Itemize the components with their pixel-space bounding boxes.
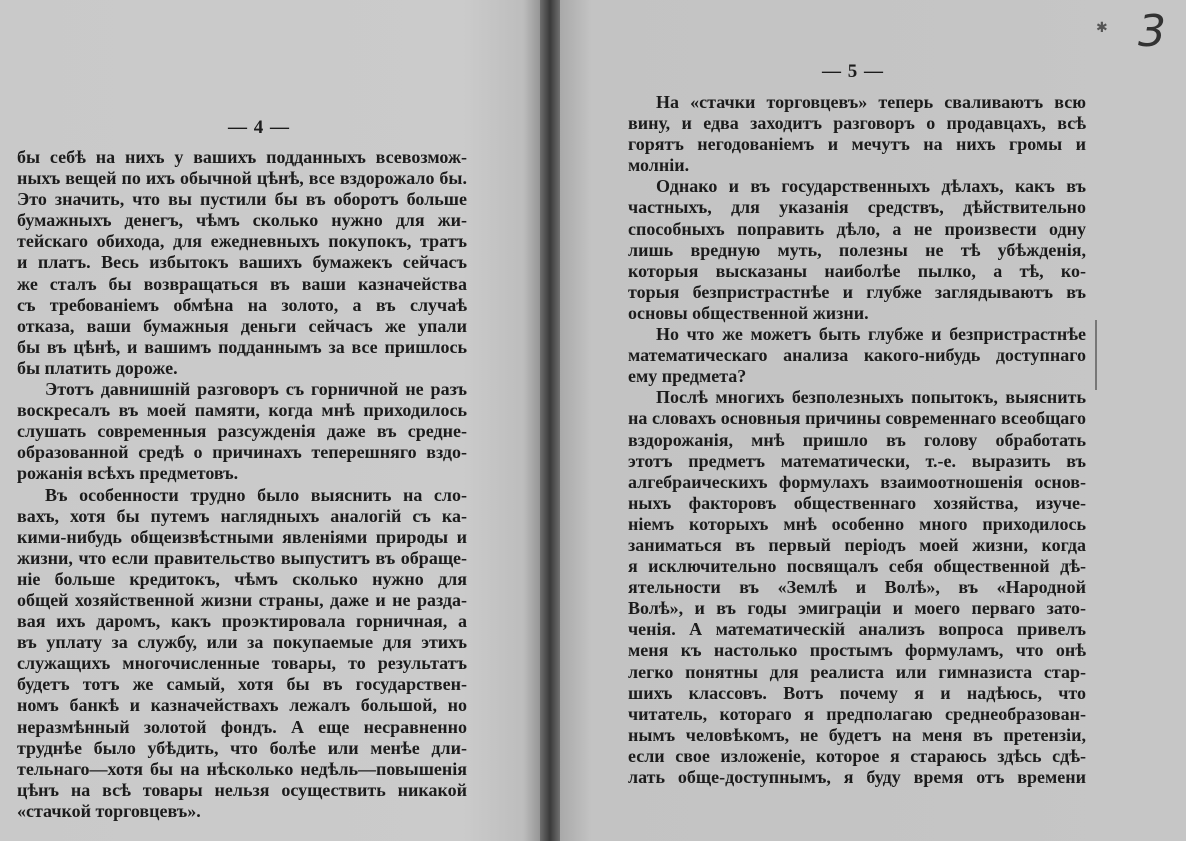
- text-line: если свое изложеніе, которое я стараюсь здѣсь сдѣ-: [628, 745, 1086, 766]
- text-line: торыя безпристрастнѣе и глубже заглядываютъ въ: [628, 281, 1086, 302]
- text-line: легко понятны для реалиста или гимназиста стар-: [628, 661, 1086, 682]
- page-number: — 5 —: [822, 61, 884, 82]
- text-line: номъ банкѣ и казначействахъ лежалъ большой, но: [17, 695, 467, 716]
- page-number: — 4 —: [228, 117, 290, 138]
- text-line: въ уплату за службу, или за покупаемые для этихъ: [17, 632, 467, 653]
- text-line: служащихъ многочисленные товары, то результатъ: [17, 653, 467, 674]
- paragraph: [628, 387, 1086, 788]
- pencil-mark: ✱: [1096, 21, 1108, 36]
- text-line: и платъ. Весь избытокъ вашихъ бумажекъ сейчасъ: [17, 252, 467, 273]
- text-line: горятъ негодованіемъ и мечутъ на нихъ громы и: [628, 134, 1086, 155]
- text-line: этотъ предметъ математически, т.-е. выразить въ: [628, 450, 1086, 471]
- text-line: «стачкой торговцевъ».: [17, 800, 201, 821]
- text-line: вздорожанія, мнѣ пришло въ голову обработать: [628, 429, 1086, 450]
- text-line: бы себѣ на нихъ у вашихъ подданныхъ всевозмож-: [17, 147, 467, 167]
- text-line: читатель, котораго я предполагаю среднеобразован-: [628, 703, 1086, 724]
- text-line: же сталъ бы возвращаться въ ваши казначейства: [17, 273, 467, 294]
- text-line: образованной средѣ о причинахъ теперешняго вздо-: [17, 442, 467, 463]
- paragraph: [628, 92, 1086, 176]
- text-line: жизни, что если правительство выпуститъ въ обраще-: [17, 547, 467, 568]
- paragraph: [628, 324, 1086, 387]
- text-line: заниматься въ первый періодъ моей жизни, когда: [628, 534, 1086, 555]
- text-line: вахъ, хотя бы путемъ наглядныхъ аналогій съ ка-: [17, 505, 467, 526]
- right-page: [560, 0, 1186, 841]
- text-line: неразмѣнный золотой фондъ. А еще несравненно: [17, 716, 467, 737]
- text-line: Волѣ», и въ годы эмиграціи и моего перваго зато-: [628, 598, 1086, 619]
- text-line: цѣнъ на всѣ товары нельзя осуществить никакой: [17, 779, 467, 800]
- text-line: бы платить дороже.: [17, 357, 178, 378]
- text-line: общей хозяйственной жизни страны, даже и не разда-: [17, 589, 467, 610]
- text-line: способныхъ поправить дѣло, а не произвести одну: [628, 218, 1086, 239]
- paragraph: [628, 176, 1086, 324]
- text-line: меня къ настолько простымъ формуламъ, что онѣ: [628, 640, 1086, 661]
- paragraph: [17, 379, 467, 484]
- text-line: рожанія всѣхъ предметовъ.: [17, 463, 239, 484]
- text-line: лишь вредную муть, полезны не тѣ убѣжденія,: [628, 239, 1086, 260]
- text-line: тейскаго обихода, для ежедневныхъ покупокъ, тратъ: [17, 231, 467, 252]
- text-line: алгебраическихъ формулахъ взаимоотношенія основ-: [628, 471, 1086, 492]
- text-line: воскресалъ въ моей памяти, когда мнѣ приходилось: [17, 400, 467, 421]
- text-line: я исключительно посвящалъ себя общественной дѣ-: [628, 556, 1086, 577]
- text-line: труднѣе было убѣдить, что болѣе или менѣе дли-: [17, 737, 467, 758]
- text-line: ныхъ вещей по ихъ обычной цѣнѣ, все вздорожало бы.: [17, 168, 467, 189]
- margin-pencil-line: [1095, 320, 1097, 390]
- text-line: съ требованіемъ обмѣна на золото, а въ случаѣ: [17, 294, 467, 315]
- text-line: слушать современныя разсужденія даже въ средне-: [17, 421, 467, 442]
- handwritten-page-number: 3: [1138, 6, 1166, 57]
- text-line: нымъ человѣкомъ, не будетъ на меня въ претензіи,: [628, 724, 1086, 745]
- text-line: математическаго анализа какого-нибудь доступнаго: [628, 345, 1086, 366]
- text-line: Послѣ многихъ безполезныхъ попытокъ, выяснить: [656, 387, 1086, 408]
- book-gutter: [540, 0, 562, 841]
- text-line: частныхъ, для указанія средствъ, дѣйствительно: [628, 197, 1086, 218]
- text-line: которыя высказаны наиболѣе пылко, а тѣ, ко-: [628, 260, 1086, 281]
- text-line: будетъ тотъ же самый, хотя бы въ государствен-: [17, 674, 467, 695]
- text-line: Это значить, что вы пустили бы въ оборотъ больше: [17, 189, 467, 210]
- paragraph: [17, 147, 467, 379]
- text-line: бумажныхъ денегъ, чѣмъ сколько нужно для жи-: [17, 210, 467, 231]
- text-line: шихъ классовъ. Вотъ почему я и надѣюсь, что: [628, 682, 1086, 703]
- text-line: молніи.: [628, 155, 690, 176]
- text-line: Но что же можетъ быть глубже и безпристрастнѣе: [656, 324, 1086, 345]
- text-line: ему предмета?: [628, 366, 747, 387]
- text-line: отказа, ваши бумажныя деньги сейчасъ же упали: [17, 315, 467, 336]
- text-line: тельнаго—хотя бы на нѣсколько недѣль—повышенія: [17, 758, 467, 779]
- page-text: [628, 92, 1086, 788]
- text-line: ніемъ которыхъ мнѣ особенно много приходилось: [628, 513, 1086, 534]
- text-line: ніе больше кредитокъ, чѣмъ сколько нужно для: [17, 568, 467, 589]
- text-line: На «стачки торговцевъ» теперь сваливаютъ всю: [656, 92, 1086, 112]
- text-line: вая ихъ даромъ, какъ проэктировала горничная, а: [17, 611, 467, 632]
- text-line: на словахъ основныя причины современнаго всеобщаго: [628, 408, 1086, 429]
- text-line: ченія. А математическій анализъ вопроса привелъ: [628, 619, 1086, 640]
- text-line: лать обще-доступнымъ, я буду время отъ времени: [628, 767, 1086, 787]
- paragraph: [17, 485, 467, 823]
- text-line: Въ особенности трудно было выяснить на сло-: [45, 484, 467, 505]
- text-line: Этотъ давнишній разговоръ съ горничной не разъ: [45, 379, 467, 400]
- text-line: Однако и въ государственныхъ дѣлахъ, какъ въ: [656, 176, 1086, 197]
- text-line: вину, и едва заходитъ разговоръ о продавцахъ, всѣ: [628, 113, 1086, 134]
- left-page: [0, 0, 545, 841]
- text-line: ятельности въ «Землѣ и Волѣ», въ «Народной: [628, 577, 1086, 598]
- text-line: кими-нибудь общеизвѣстными явленіями природы и: [17, 526, 467, 547]
- text-line: основы общественной жизни.: [628, 302, 869, 323]
- page-text: [17, 147, 467, 822]
- text-line: бы въ цѣнѣ, и вашимъ подданнымъ за все пришлось: [17, 336, 467, 357]
- text-line: ныхъ факторовъ общественнаго хозяйства, изуче-: [628, 492, 1086, 513]
